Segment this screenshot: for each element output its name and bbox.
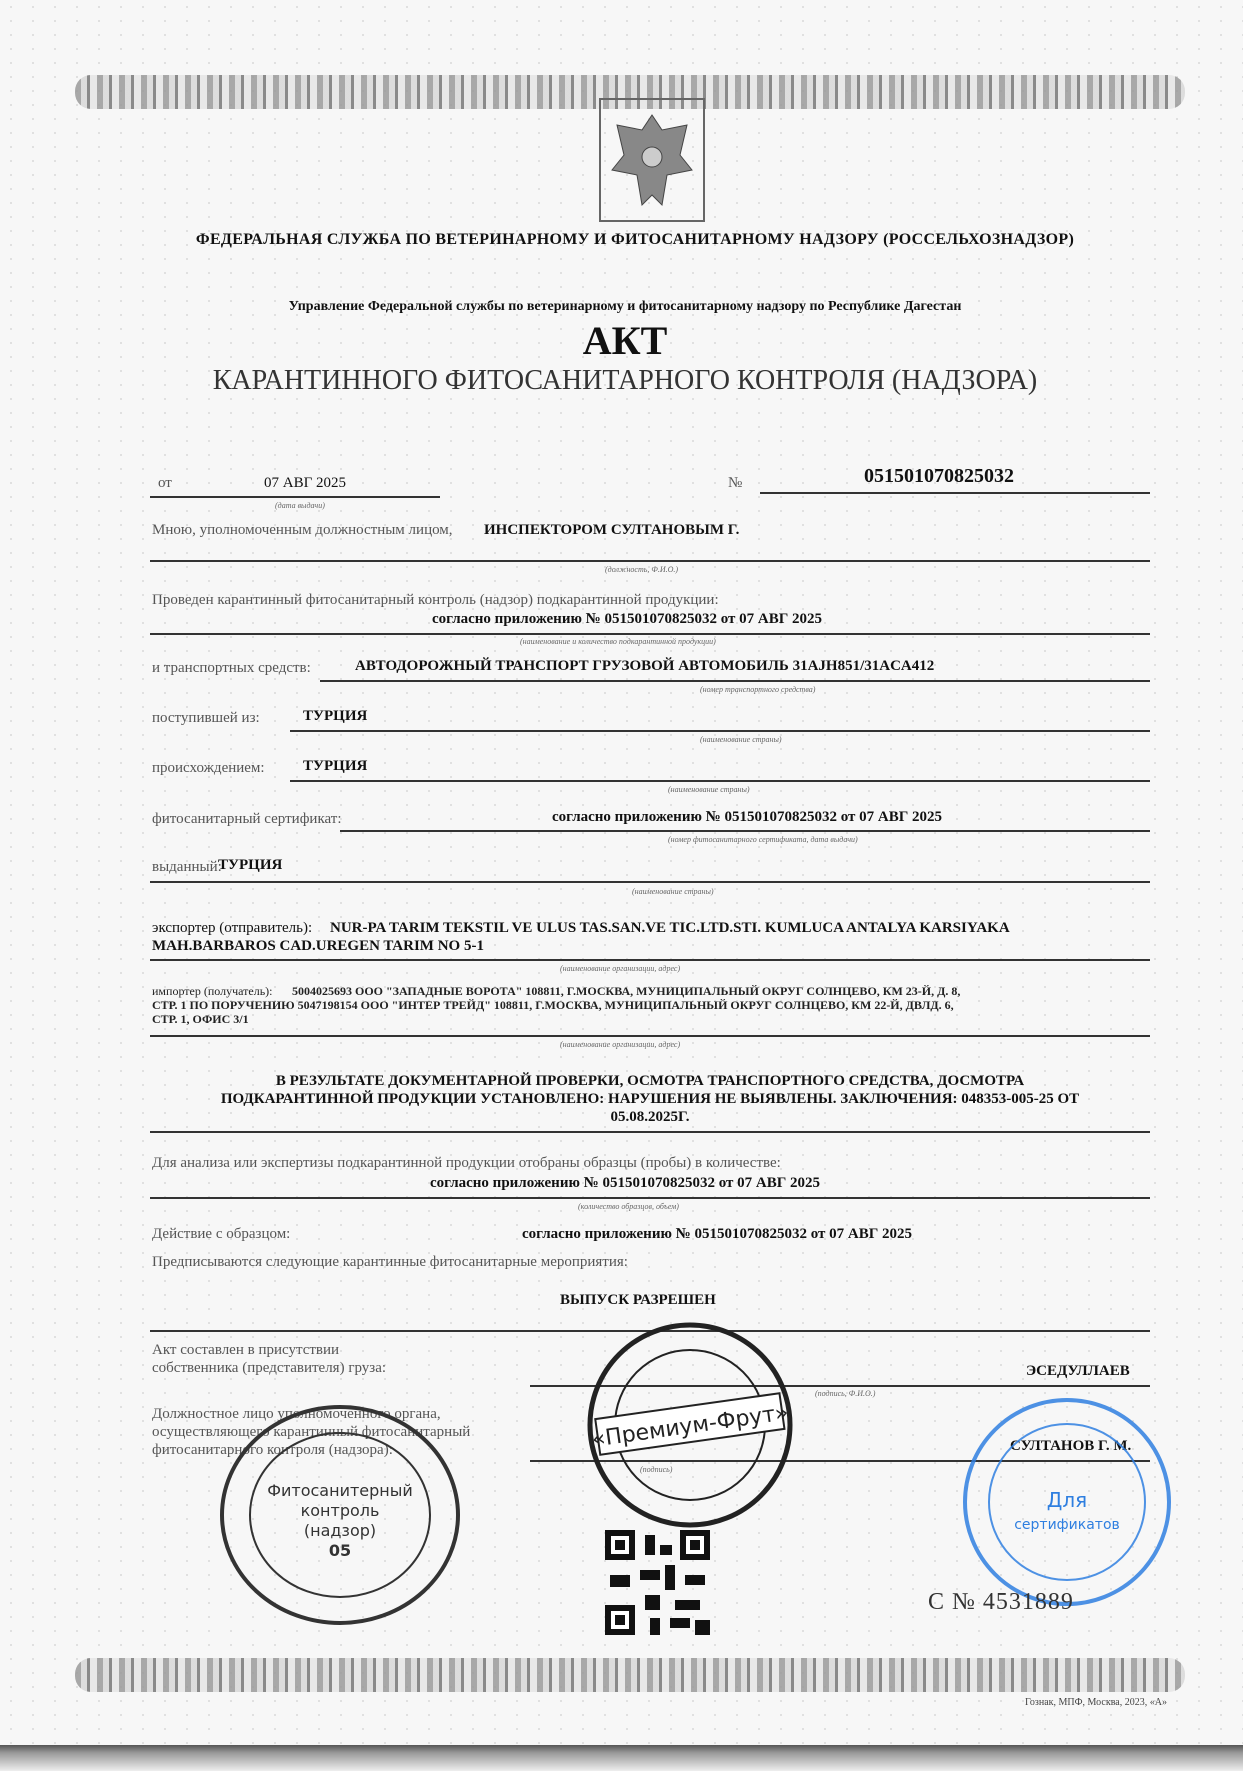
qr-code xyxy=(605,1530,710,1635)
fito-control-stamp xyxy=(215,1400,465,1630)
product-label: Проведен карантинный фитосанитарный контроль (надзор) подкарантинной продукции: xyxy=(152,592,719,608)
svg-text:05: 05 xyxy=(328,1541,352,1560)
svg-text:контроль: контроль xyxy=(300,1501,380,1520)
product-value: согласно приложению № 051501070825032 от 07 АВГ 2025 xyxy=(432,611,823,627)
result-line2: ПОДКАРАНТИННОЙ ПРОДУКЦИИ УСТАНОВЛЕНО: НАРУШЕНИЯ НЕ ВЫЯВЛЕНЫ. ЗАКЛЮЧЕНИЯ: 048353-005-25 ОТ xyxy=(220,1091,1080,1107)
transport-label: и транспортных средств: xyxy=(152,660,311,676)
inspector-caption: (должность, Ф.И.О.) xyxy=(605,565,679,574)
document-title: АКТ xyxy=(582,318,668,363)
exporter-value-line2: MAH.BARBAROS CAD.UREGEN TARIM NO 5-1 xyxy=(152,938,484,954)
origin-value: ТУРЦИЯ xyxy=(303,758,368,774)
company-stamp-premium-frut xyxy=(585,1320,795,1530)
official-label-line1: Должностное лицо уполномоченного органа, xyxy=(152,1406,441,1422)
presence-label-line1: Акт составлен в присутствии xyxy=(152,1342,340,1358)
exporter-caption: (наименование организации, адрес) xyxy=(560,964,681,973)
document-subtitle: КАРАНТИННОГО ФИТОСАНИТАРНОГО КОНТРОЛЯ (НАДЗОРА) xyxy=(212,365,1038,396)
number-label: № xyxy=(728,475,743,491)
presence-label-line2: собственника (представителя) груза: xyxy=(152,1360,387,1376)
exporter-label: экспортер (отправитель): xyxy=(152,920,313,936)
svg-text:«Премиум-Фрут»: «Премиум-Фрут» xyxy=(590,1400,791,1453)
cert-caption: (номер фитосанитарного сертификата, дата выдачи) xyxy=(668,835,858,844)
official-label-line2: осуществляющего карантинный фитосанитарный xyxy=(152,1424,471,1440)
form-serial-number: С № 4531889 xyxy=(928,1589,1074,1615)
official-label-line3: фитосанитарного контроля (надзора): xyxy=(152,1442,393,1458)
cert-value: согласно приложению № 051501070825032 от 07 АВГ 2025 xyxy=(552,809,943,825)
issued-value: ТУРЦИЯ xyxy=(218,857,283,873)
ornamental-border-bottom xyxy=(75,1658,1185,1692)
from-caption: (наименование страны) xyxy=(700,735,782,744)
svg-text:Фитосанитерный: Фитосанитерный xyxy=(267,1481,413,1500)
importer-label: импортер (получатель): xyxy=(152,984,273,998)
printer-imprint: Гознак, МПФ, Москва, 2023, «А» xyxy=(1025,1697,1167,1708)
transport-value: АВТОДОРОЖНЫЙ ТРАНСПОРТ ГРУЗОВОЙ АВТОМОБИЛЬ 31AJH851/31ACA412 xyxy=(355,658,935,674)
product-caption: (наименование и количество подкарантинной продукции) xyxy=(520,637,716,646)
inspector-label: Мною, уполномоченным должностным лицом, xyxy=(152,522,453,538)
samples-label: Для анализа или экспертизы подкарантинной продукции отобраны образцы (пробы) в количестве: xyxy=(152,1155,781,1171)
measures-label: Предписываются следующие карантинные фитосанитарные мероприятия: xyxy=(152,1254,628,1270)
presence-value: ЭСЕДУЛЛАЕВ xyxy=(1026,1363,1130,1379)
date-caption: (дата выдачи) xyxy=(275,501,325,510)
from-value: ТУРЦИЯ xyxy=(303,708,368,724)
official-value: СУЛТАНОВ Г. М. xyxy=(1010,1438,1132,1454)
presence-caption: (подпись, Ф.И.О.) xyxy=(815,1389,876,1398)
inspector-value: ИНСПЕКТОРОМ СУЛТАНОВЫМ Г. xyxy=(484,522,740,538)
department-name: Управление Федеральной службы по ветеринарному и фитосанитарному надзору по Республике Дагестан xyxy=(288,299,962,314)
samples-caption: (количество образцов, объем) xyxy=(578,1202,679,1211)
result-line3: 05.08.2025Г. xyxy=(610,1109,690,1125)
importer-value-line1: 5004025693 ООО "ЗАПАДНЫЕ ВОРОТА" 108811, Г.МОСКВА, МУНИЦИПАЛЬНЫЙ ОКРУГ СОЛНЦЕВО, КМ 23-Й, Д. 8, xyxy=(292,984,961,998)
blue-company-stamp xyxy=(960,1395,1175,1610)
result-line1: В РЕЗУЛЬТАТЕ ДОКУМЕНТАРНОЙ ПРОВЕРКИ, ОСМОТРА ТРАНСПОРТНОГО СРЕДСТВА, ДОСМОТРА xyxy=(275,1073,1025,1089)
from-label: поступившей из: xyxy=(152,710,260,726)
exporter-value-line1: NUR-PA TARIM TEKSTIL VE ULUS TAS.SAN.VE TIC.LTD.STI. KUMLUCA ANTALYA KARSIYAKA xyxy=(330,920,1010,936)
issued-caption: (наименование страны) xyxy=(632,887,714,896)
svg-text:(надзор): (надзор) xyxy=(303,1521,377,1540)
date-label: от xyxy=(158,475,172,491)
svg-text:сертификатов: сертификатов xyxy=(1014,1517,1120,1533)
official-caption: (подпись) xyxy=(640,1465,673,1474)
date-value: 07 АВГ 2025 xyxy=(264,475,347,491)
action-value: согласно приложению № 051501070825032 от 07 АВГ 2025 xyxy=(522,1226,913,1242)
svg-text:Для: Для xyxy=(1046,1488,1088,1512)
act-number: 051501070825032 xyxy=(864,465,1014,487)
agency-name: ФЕДЕРАЛЬНАЯ СЛУЖБА ПО ВЕТЕРИНАРНОМУ И ФИТОСАНИТАРНОМУ НАДЗОРУ (РОССЕЛЬХОЗНАДЗОР) xyxy=(195,231,1075,248)
scan-edge xyxy=(0,1745,1243,1771)
cert-label: фитосанитарный сертификат: xyxy=(152,811,342,827)
samples-value: согласно приложению № 051501070825032 от 07 АВГ 2025 xyxy=(430,1175,821,1191)
importer-caption: (наименование организации, адрес) xyxy=(560,1040,681,1049)
action-label: Действие с образцом: xyxy=(152,1226,291,1242)
transport-caption: (номер транспортного средства) xyxy=(700,685,816,694)
importer-value-line3: СТР. 1, ОФИС 3/1 xyxy=(152,1012,249,1026)
measures-value: ВЫПУСК РАЗРЕШЕН xyxy=(560,1292,716,1308)
origin-caption: (наименование страны) xyxy=(668,785,750,794)
issued-label: выданный: xyxy=(152,859,222,875)
coat-of-arms-emblem xyxy=(592,95,712,225)
importer-value-line2: СТР. 1 ПО ПОРУЧЕНИЮ 5047198154 ООО "ИНТЕР ТРЕЙД" 108811, Г.МОСКВА, МУНИЦИПАЛЬНЫЙ ОКРУГ СОЛНЦЕВО, КМ 22-Й, ДВЛД. 6, xyxy=(152,998,954,1012)
origin-label: происхождением: xyxy=(152,760,265,776)
